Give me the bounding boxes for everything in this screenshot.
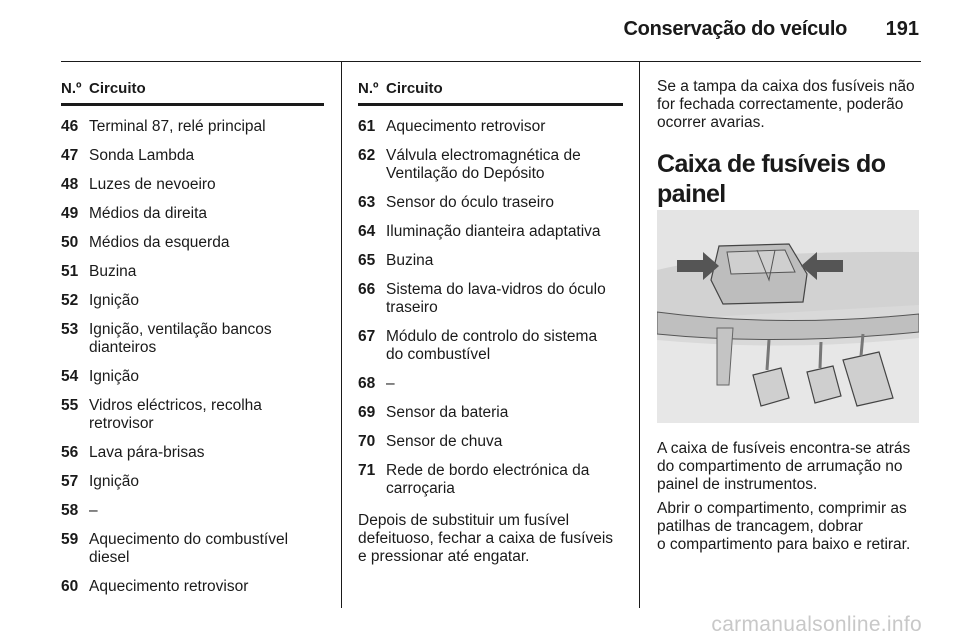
table-header (358, 62, 623, 106)
table-row: 54 Ignição (61, 368, 139, 385)
table-row: 51 Buzina (61, 263, 137, 280)
table-row: 49 Médios da direita (61, 205, 208, 222)
column-divider-right (639, 62, 640, 608)
fusebox-illustration (657, 210, 919, 423)
table-row: 50 Médios da esquerda (61, 234, 230, 251)
fuse-table-left (61, 62, 324, 596)
header-number: N.º (358, 80, 379, 97)
table-row: 52 Ignição (61, 292, 139, 309)
opening-paragraph: Abrir o compartimento, comprimir as patilhas de trancagem, dobrar o compartimento para baixo e retirar. (657, 500, 911, 553)
column-divider-left (341, 62, 342, 608)
table-row: 64 Iluminação dianteira adaptativa (358, 223, 601, 240)
table-row: 65 Buzina (358, 252, 434, 269)
table-row: 48 Luzes de nevoeiro (61, 176, 216, 193)
table-row: 68 – (358, 375, 395, 392)
table-row: 56 Lava pára-brisas (61, 444, 205, 461)
table-row: 47 Sonda Lambda (61, 147, 195, 164)
location-paragraph: A caixa de fusíveis encontra-se atrás do compartimento de arrumação no painel de instrumentos. (657, 440, 911, 493)
table-row: 58 – (61, 502, 98, 519)
table-row: 55 Vidros eléctricos, recolha retrovisor (61, 397, 262, 432)
table-header (61, 62, 324, 106)
table-row: 60 Aquecimento retrovisor (61, 578, 249, 595)
section-heading: Caixa de fusíveis do painel (657, 150, 886, 208)
table-row: 71 Rede de bordo electrónica da carroçaria (358, 462, 590, 497)
intro-warning: Se a tampa da caixa dos fusíveis não for fechada correctamente, poderão ocorrer avarias. (657, 78, 915, 131)
section-title: Conservação do veículo (623, 18, 847, 40)
table-row: 57 Ignição (61, 473, 139, 490)
fusebox-drawing (657, 210, 919, 423)
table-row: 63 Sensor do óculo traseiro (358, 194, 555, 211)
table-row: 70 Sensor de chuva (358, 433, 503, 450)
page-number: 191 (885, 18, 919, 40)
table-row: 67 Módulo de controlo do sistema do combustível (358, 328, 598, 363)
header-circuit: Circuito (89, 80, 146, 97)
table-row: 66 Sistema do lava-vidros do óculo traseiro (358, 281, 606, 316)
table-row: 61 Aquecimento retrovisor (358, 118, 546, 135)
instruction-text (657, 440, 921, 554)
table-row: 53 Ignição, ventilação bancos dianteiros (61, 321, 272, 356)
header-number: N.º (61, 80, 82, 97)
table-row: 69 Sensor da bateria (358, 404, 509, 421)
table-row: 46 Terminal 87, relé principal (61, 118, 266, 135)
page-header (61, 0, 921, 62)
header-circuit: Circuito (386, 80, 443, 97)
replacement-note: Depois de substituir um fusível defeituoso, fechar a caixa de fusíveis e pressionar até engatar. (358, 512, 614, 565)
table-row: 59 Aquecimento do combustível diesel (61, 531, 289, 566)
watermark: carmanualsonline.info (711, 613, 922, 636)
table-row: 62 Válvula electromagnética de Ventilação do Depósito (358, 147, 581, 182)
fuse-table-right (358, 62, 623, 566)
